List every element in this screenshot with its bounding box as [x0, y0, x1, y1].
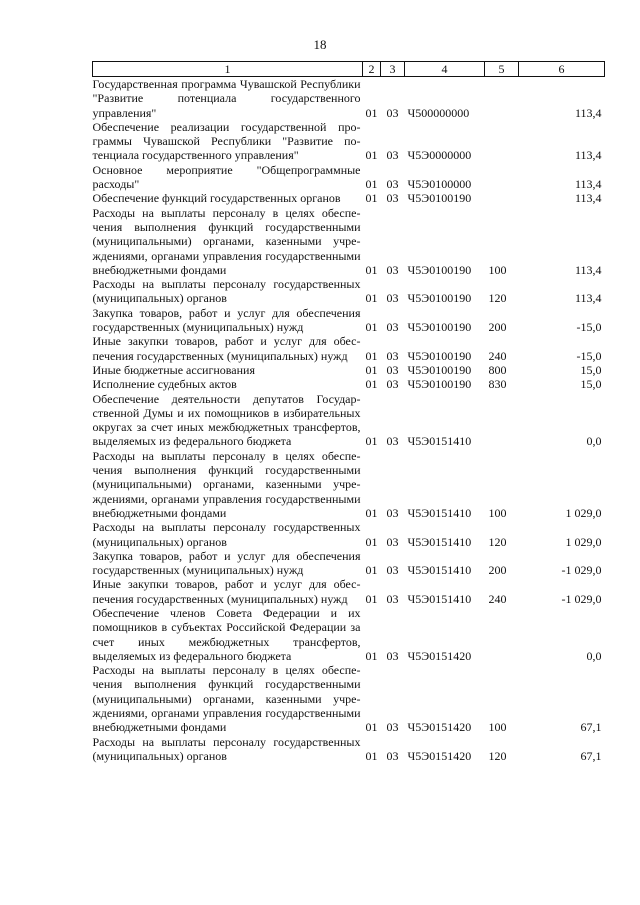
row-amount: -15,0: [576, 348, 602, 363]
budget-table: [92, 61, 605, 763]
row-subsection: 03: [386, 348, 399, 363]
row-target-article: Ч5Э0100190: [407, 362, 472, 377]
row-name: Основное мероприятие "Общепрограммные расходы": [92, 162, 361, 192]
row-target-article: Ч5Э0100190: [407, 191, 472, 206]
row-subsection: 03: [386, 362, 399, 377]
row-section: 01: [365, 177, 378, 192]
table-row: [93, 663, 605, 734]
row-amount: -1 029,0: [561, 591, 602, 606]
row-name: Обеспечение функций государственных органов: [92, 191, 341, 206]
row-section: 01: [365, 720, 378, 735]
row-amount: 113,4: [574, 191, 602, 206]
row-subsection: 03: [386, 591, 399, 606]
row-subsection: 03: [386, 748, 399, 763]
row-subsection: 03: [386, 105, 399, 120]
row-subsection: 03: [386, 434, 399, 449]
row-expense-type: 830: [488, 377, 507, 392]
table-body: [93, 77, 605, 764]
table-row: [93, 191, 605, 205]
row-amount: -1 029,0: [561, 563, 602, 578]
table-row: [93, 120, 605, 163]
row-target-article: Ч5Э0100190: [407, 377, 472, 392]
row-expense-type: 240: [488, 348, 507, 363]
row-target-article: Ч5Э0151410: [407, 434, 472, 449]
table-row: [93, 577, 605, 606]
row-name: Расходы на выплаты персоналу в целях обеспечения выполнения функций государственными (муниципальными) органами, казенными учреждениями, органами управления государственными внебюджетными фондами: [92, 448, 361, 520]
row-expense-type: [485, 120, 519, 163]
table-row: [93, 377, 605, 391]
table-header: [93, 62, 605, 77]
row-expense-type: 100: [488, 262, 507, 277]
row-section: 01: [365, 105, 378, 120]
header-col-1: 1: [93, 62, 363, 77]
row-expense-type: [485, 191, 519, 205]
row-expense-type: 200: [488, 563, 507, 578]
page-number: 18: [313, 37, 327, 52]
table-row: [93, 277, 605, 306]
row-section: 01: [365, 362, 378, 377]
row-section: 01: [365, 148, 378, 163]
row-name: Обеспечение реализации государственной программы Чувашской Республики "Развитие потенциала государственного управления": [92, 119, 361, 163]
table-row: [93, 549, 605, 578]
row-amount: 0,0: [586, 648, 602, 663]
row-amount: 113,4: [574, 177, 602, 192]
header-col-3: 3: [381, 62, 405, 77]
table-row: [93, 606, 605, 663]
row-target-article: Ч5Э0151420: [407, 648, 472, 663]
table-row: [93, 306, 605, 335]
header-row: [93, 62, 605, 77]
row-target-article: Ч5Э0151410: [407, 591, 472, 606]
row-subsection: 03: [386, 377, 399, 392]
row-section: 01: [365, 191, 378, 206]
row-target-article: Ч5Э0151410: [407, 563, 472, 578]
row-amount: 113,4: [574, 291, 602, 306]
row-target-article: Ч5Э0100190: [407, 262, 472, 277]
row-target-article: Ч5Э0100190: [407, 348, 472, 363]
row-name: Государственная программа Чувашской Республики "Развитие потенциала государственного управления": [92, 77, 361, 120]
row-name: Закупка товаров, работ и услуг для обеспечения государственных (муниципальных) нужд: [92, 305, 361, 335]
row-subsection: 03: [386, 148, 399, 163]
row-section: 01: [365, 591, 378, 606]
row-name: Иные закупки товаров, работ и услуг для обеспечения государственных (муниципальных) нужд: [92, 334, 361, 363]
row-subsection: 03: [386, 191, 399, 206]
row-subsection: 03: [386, 320, 399, 335]
row-section: 01: [365, 262, 378, 277]
row-amount: 67,1: [580, 748, 602, 763]
row-target-article: Ч5Э0151410: [407, 534, 472, 549]
table-row: [93, 334, 605, 363]
header-col-6: 6: [519, 62, 605, 77]
row-target-article: Ч5Э0100190: [407, 291, 472, 306]
row-name: Иные бюджетные ассигнования: [92, 362, 255, 377]
row-subsection: 03: [386, 720, 399, 735]
row-amount: 113,4: [574, 105, 602, 120]
row-name: Исполнение судебных актов: [92, 377, 237, 392]
table-row: [93, 735, 605, 764]
row-expense-type: [485, 392, 519, 449]
row-subsection: 03: [386, 291, 399, 306]
row-amount: 0,0: [586, 434, 602, 449]
row-subsection: 03: [386, 177, 399, 192]
row-target-article: Ч5Э0151420: [407, 720, 472, 735]
row-amount: -15,0: [576, 320, 602, 335]
row-section: 01: [365, 377, 378, 392]
row-name: Расходы на выплаты персоналу государственных (муниципальных) органов: [92, 520, 361, 549]
row-expense-type: [485, 606, 519, 663]
row-name: Обеспечение членов Совета Федерации и их помощников в субъектах Российской Федерации за счет иных межбюджетных трансфертов, выделяемых из федерального бюджета: [92, 605, 361, 663]
row-section: 01: [365, 320, 378, 335]
row-expense-type: 240: [488, 591, 507, 606]
table-row: [93, 449, 605, 520]
row-name: Обеспечение деятельности депутатов Государственной Думы и их помощников в избирательных округах за счет иных межбюджетных трансфертов, выделяемых из федерального бюджета: [92, 391, 361, 449]
row-amount: 113,4: [574, 262, 602, 277]
row-target-article: Ч5Э0100190: [407, 320, 472, 335]
row-name: Расходы на выплаты персоналу государственных (муниципальных) органов: [92, 734, 361, 763]
row-target-article: Ч500000000: [407, 105, 470, 120]
row-name: Закупка товаров, работ и услуг для обеспечения государственных (муниципальных) нужд: [92, 548, 361, 578]
row-amount: 113,4: [574, 148, 602, 163]
row-expense-type: 800: [488, 362, 507, 377]
row-subsection: 03: [386, 262, 399, 277]
row-target-article: Ч5Э0100000: [407, 177, 472, 192]
row-section: 01: [365, 434, 378, 449]
row-expense-type: [485, 77, 519, 120]
header-col-5: 5: [485, 62, 519, 77]
header-col-4: 4: [405, 62, 485, 77]
row-section: 01: [365, 748, 378, 763]
row-expense-type: 120: [488, 534, 507, 549]
row-amount: 15,0: [580, 362, 602, 377]
row-name: Расходы на выплаты персоналу в целях обеспечения выполнения функций государственными (муниципальными) органами, казенными учреждениями, органами управления государственными внебюджетными фондами: [92, 205, 361, 277]
row-expense-type: 200: [488, 320, 507, 335]
row-amount: 67,1: [580, 720, 602, 735]
row-subsection: 03: [386, 534, 399, 549]
table-row: [93, 163, 605, 192]
row-expense-type: 120: [488, 748, 507, 763]
row-subsection: 03: [386, 648, 399, 663]
row-section: 01: [365, 648, 378, 663]
row-subsection: 03: [386, 563, 399, 578]
row-target-article: Ч5Э0000000: [407, 148, 472, 163]
row-section: 01: [365, 348, 378, 363]
row-subsection: 03: [386, 505, 399, 520]
row-amount: 1 029,0: [565, 534, 602, 549]
table-row: [93, 520, 605, 549]
row-name: Иные закупки товаров, работ и услуг для обеспечения государственных (муниципальных) нужд: [92, 577, 361, 606]
row-target-article: Ч5Э0151420: [407, 748, 472, 763]
row-name: Расходы на выплаты персоналу в целях обеспечения выполнения функций государственными (муниципальными) органами, казенными учреждениями, органами управления государственными внебюджетными фондами: [92, 663, 361, 735]
row-expense-type: 100: [488, 720, 507, 735]
table-row: [93, 363, 605, 377]
table-row: [93, 206, 605, 277]
row-amount: 1 029,0: [565, 505, 602, 520]
row-name: Расходы на выплаты персоналу государственных (муниципальных) органов: [92, 277, 361, 306]
row-section: 01: [365, 505, 378, 520]
row-expense-type: 120: [488, 291, 507, 306]
table-row: [93, 392, 605, 449]
row-section: 01: [365, 534, 378, 549]
header-col-2: 2: [363, 62, 381, 77]
row-target-article: Ч5Э0151410: [407, 505, 472, 520]
table-row: [93, 77, 605, 120]
row-expense-type: 100: [488, 505, 507, 520]
row-expense-type: [485, 163, 519, 192]
row-section: 01: [365, 563, 378, 578]
row-section: 01: [365, 291, 378, 306]
row-amount: 15,0: [580, 377, 602, 392]
